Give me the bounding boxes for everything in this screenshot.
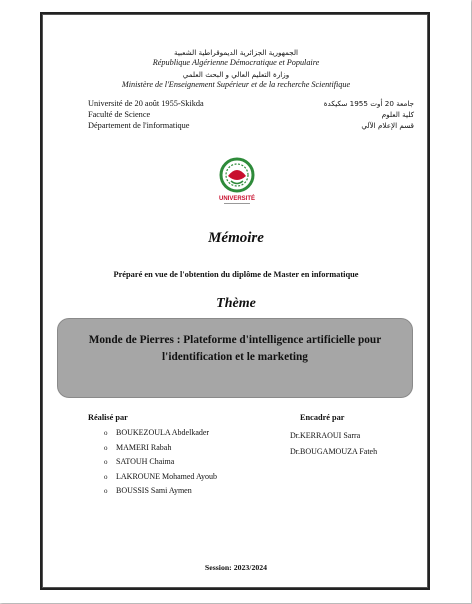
department-name: Département de l'informatique xyxy=(88,121,190,130)
session-year: Session: 2023/2024 xyxy=(204,563,268,572)
author-item: o BOUKEZOULA Abdelkader xyxy=(104,426,217,441)
university-name-arabic: جامعة 20 أوت 1955 سكيكدة xyxy=(323,99,414,108)
theme-label: Thème xyxy=(216,296,256,311)
institution-arabic xyxy=(324,98,414,131)
institution-french xyxy=(88,98,204,131)
thesis-title: Monde de Pierres : Plateforme d'intelligence artificielle pour l'identification et le marketing xyxy=(88,334,382,363)
supervisor-item: Dr.BOUGAMOUZA Fateh xyxy=(290,446,378,456)
degree-statement: Préparé en vue de l'obtention du diplôme de Master en informatique xyxy=(113,270,359,279)
author-item: o LAKROUNE Mohamed Ayoub xyxy=(104,470,217,485)
author-item: o BOUSSIS Sami Aymen xyxy=(104,484,217,499)
supervisors-label: Encadré par xyxy=(300,413,345,422)
author-item: o MAMERI Rabah xyxy=(104,441,217,456)
republic-french: République Algérienne Démocratique et Populaire xyxy=(152,58,320,67)
ministry-arabic: وزارة التعليم العالي و البحث العلمي xyxy=(182,70,290,79)
ministry-french: Ministère de l'Enseignement Supérieur et de la recherche Scientifique xyxy=(121,80,351,89)
authors-list xyxy=(104,426,217,499)
supervisors-list xyxy=(290,428,377,459)
republic-arabic: الجمهورية الجزائرية الديموقراطية الشعبية xyxy=(173,48,299,57)
university-name: Université de 20 août 1955-Skikda xyxy=(88,99,204,108)
authors-label: Réalisé par xyxy=(88,413,128,422)
faculty-name: Faculté de Science xyxy=(88,110,151,119)
faculty-name-arabic: كلية العلوم xyxy=(381,110,414,119)
document-type: Mémoire xyxy=(208,230,264,246)
supervisor-item: Dr.KERRAOUI Sarra xyxy=(290,431,361,440)
author-item: o SATOUH Chaima xyxy=(104,455,217,470)
department-name-arabic: قسم الإعلام الآلي xyxy=(361,121,414,130)
logo-text: UNIVERSITÉ xyxy=(218,196,256,202)
university-emblem-icon xyxy=(212,156,262,212)
